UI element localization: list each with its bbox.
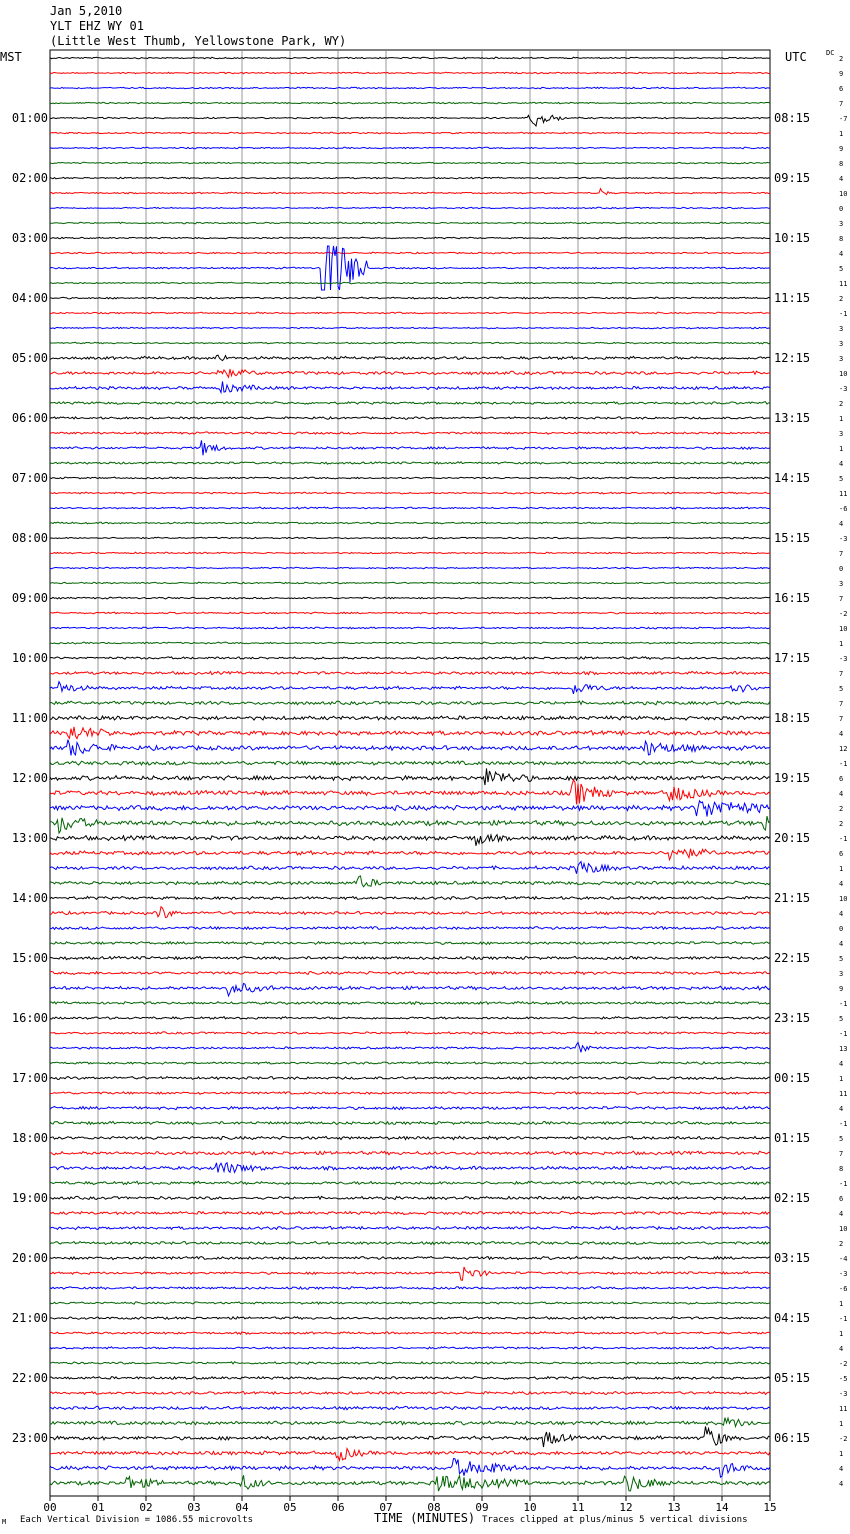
trace-row [50, 942, 770, 945]
trace-row [50, 282, 770, 284]
dc-offset-label: 3 [839, 970, 844, 978]
trace-row [50, 1062, 770, 1064]
trace-row [50, 849, 770, 860]
trace-row [50, 1181, 770, 1184]
trace-row [50, 417, 770, 419]
trace-row [50, 971, 770, 974]
right-hour-label: 20:15 [774, 831, 811, 845]
dc-offset-label: 11 [839, 1090, 848, 1098]
dc-offset-label: 1 [839, 415, 844, 423]
x-axis-title: TIME (MINUTES) [374, 1511, 476, 1525]
x-tick-label: 00 [43, 1501, 57, 1514]
trace-row [50, 1136, 770, 1139]
x-tick-label: 06 [331, 1501, 345, 1514]
dc-offset-label: 10 [839, 1225, 848, 1233]
dc-offset-label: -3 [839, 655, 848, 663]
right-hour-label: 05:15 [774, 1371, 811, 1385]
trace-row [50, 402, 770, 405]
dc-offset-label: 5 [839, 265, 844, 273]
dc-offset-label: 11 [839, 1405, 848, 1413]
dc-offset-label: 7 [839, 595, 844, 603]
left-hour-label: 20:00 [11, 1251, 48, 1265]
left-hour-label: 05:00 [11, 351, 48, 365]
trace-row [50, 381, 770, 392]
dc-offset-label: 10 [839, 370, 848, 378]
dc-offset-label: -1 [839, 835, 848, 843]
location-label: (Little West Thumb, Yellowstone Park, WY) [50, 34, 347, 48]
trace-row [50, 1002, 770, 1005]
dc-offset-label: 5 [839, 685, 844, 693]
trace-row [50, 780, 770, 805]
right-timezone-label: UTC [785, 50, 807, 64]
trace-row [50, 1242, 770, 1245]
dc-offset-label: 6 [839, 850, 844, 858]
right-hour-label: 02:15 [774, 1191, 811, 1205]
trace-row [50, 189, 770, 195]
dc-offset-label: 10 [839, 895, 848, 903]
x-tick-label: 12 [619, 1501, 633, 1514]
trace-row [50, 896, 770, 899]
trace-row [50, 1287, 770, 1290]
trace-row [50, 701, 770, 705]
right-hour-label: 17:15 [774, 651, 811, 665]
left-hour-label: 08:00 [11, 531, 48, 545]
dc-offset-label: 10 [839, 625, 848, 633]
trace-row [50, 162, 770, 164]
dc-offset-label: 13 [839, 1045, 848, 1053]
right-hour-label: 01:15 [774, 1131, 811, 1145]
right-hour-label: 16:15 [774, 591, 811, 605]
x-tick-label: 08 [427, 1501, 441, 1514]
dc-label: DC [826, 49, 835, 57]
trace-row [50, 327, 770, 329]
trace-row [50, 740, 770, 756]
trace-row [50, 1151, 770, 1155]
dc-offset-label: -2 [839, 610, 848, 618]
trace-row [50, 627, 770, 629]
left-hour-label: 04:00 [11, 291, 48, 305]
dc-offset-label: 7 [839, 670, 844, 678]
dc-offset-label: 4 [839, 880, 844, 888]
dc-offset-label: 4 [839, 175, 844, 183]
trace-row [50, 816, 770, 833]
dc-offset-label: -1 [839, 1315, 848, 1323]
dc-offset-label: 4 [839, 1345, 844, 1353]
dc-offset-label: 3 [839, 340, 844, 348]
dc-offset-label: 4 [839, 1210, 844, 1218]
dc-offset-label: 4 [839, 940, 844, 948]
left-hour-label: 17:00 [11, 1071, 48, 1085]
dc-offset-label: 1 [839, 445, 844, 453]
dc-offset-label: 2 [839, 820, 844, 828]
trace-row [50, 87, 770, 89]
x-tick-label: 10 [523, 1501, 537, 1514]
left-hour-label: 02:00 [11, 171, 48, 185]
dc-offset-label: 4 [839, 730, 844, 738]
trace-row [50, 355, 770, 361]
x-tick-label: 14 [715, 1501, 729, 1514]
trace-row [50, 1418, 770, 1427]
trace-row [50, 462, 770, 464]
trace-row [50, 132, 770, 134]
dc-offset-label: -4 [839, 1255, 848, 1263]
right-hour-label: 18:15 [774, 711, 811, 725]
x-tick-label: 05 [283, 1501, 297, 1514]
x-tick-label: 09 [475, 1501, 489, 1514]
trace-row [50, 312, 770, 314]
dc-offset-label: 3 [839, 580, 844, 588]
trace-row [50, 369, 770, 377]
trace-row [50, 567, 770, 569]
trace-row [50, 671, 770, 674]
left-hour-label: 18:00 [11, 1131, 48, 1145]
trace-row [50, 1302, 770, 1304]
trace-row [50, 1121, 770, 1124]
trace-row [50, 984, 770, 996]
trace-row [50, 297, 770, 299]
dc-offset-label: 1 [839, 1450, 844, 1458]
dc-offset-label: 7 [839, 715, 844, 723]
left-hour-label: 09:00 [11, 591, 48, 605]
right-hour-label: 04:15 [774, 1311, 811, 1325]
dc-offset-label: 1 [839, 1300, 844, 1308]
dc-offset-label: 1 [839, 1075, 844, 1083]
dc-offset-label: -5 [839, 1375, 848, 1383]
dc-offset-label: 0 [839, 565, 844, 573]
trace-row [50, 440, 770, 455]
dc-offset-label: 2 [839, 400, 844, 408]
dc-offset-label: 3 [839, 355, 844, 363]
left-hour-label: 22:00 [11, 1371, 48, 1385]
trace-row [50, 1017, 770, 1020]
left-hour-label: 13:00 [11, 831, 48, 845]
x-tick-label: 11 [571, 1501, 585, 1514]
trace-row [50, 1163, 770, 1173]
trace-row [50, 477, 770, 479]
dc-offset-label: 5 [839, 955, 844, 963]
scale-note: Each Vertical Division = 1086.55 microvolts [20, 1515, 253, 1525]
right-hour-label: 12:15 [774, 351, 811, 365]
dc-offset-label: 1 [839, 865, 844, 873]
trace-row [50, 537, 770, 539]
right-hour-label: 14:15 [774, 471, 811, 485]
dc-offset-label: 12 [839, 745, 848, 753]
dc-offset-label: 1 [839, 640, 844, 648]
trace-row [50, 147, 770, 149]
trace-row [50, 1347, 770, 1349]
dc-offset-label: 8 [839, 1165, 844, 1173]
x-tick-label: 13 [667, 1501, 681, 1514]
trace-row [50, 1042, 770, 1052]
left-hour-label: 10:00 [11, 651, 48, 665]
right-hour-label: 03:15 [774, 1251, 811, 1265]
dc-offset-label: 6 [839, 1195, 844, 1203]
left-hour-label: 06:00 [11, 411, 48, 425]
left-hour-label: 01:00 [11, 111, 48, 125]
trace-row [50, 552, 770, 554]
dc-offset-label: 4 [839, 1060, 844, 1068]
trace-row [50, 956, 770, 959]
dc-offset-label: 4 [839, 1465, 844, 1473]
dc-offset-label: -1 [839, 1030, 848, 1038]
dc-offset-label: 5 [839, 1135, 844, 1143]
dc-offset-label: 11 [839, 490, 848, 498]
dc-offset-label: -3 [839, 385, 848, 393]
trace-row [50, 1317, 770, 1320]
left-hour-label: 11:00 [11, 711, 48, 725]
dc-offset-label: 4 [839, 460, 844, 468]
left-hour-label: 03:00 [11, 231, 48, 245]
trace-row [50, 682, 770, 694]
right-hour-label: 15:15 [774, 531, 811, 545]
trace-row [50, 207, 770, 209]
dc-offset-label: 0 [839, 205, 844, 213]
trace-row [50, 907, 770, 918]
corner-mark: M [2, 1518, 7, 1526]
x-tick-label: 15 [763, 1501, 777, 1514]
right-hour-label: 21:15 [774, 891, 811, 905]
trace-row [50, 115, 770, 126]
dc-offset-label: 2 [839, 805, 844, 813]
dc-offset-label: -1 [839, 310, 848, 318]
trace-row [50, 727, 770, 739]
trace-row [50, 612, 770, 614]
trace-row [50, 1362, 770, 1364]
trace-row [50, 492, 770, 494]
trace-row [50, 657, 770, 660]
trace-row [50, 1106, 770, 1109]
dc-offset-label: 2 [839, 295, 844, 303]
dc-offset-label: 0 [839, 925, 844, 933]
trace-row [50, 927, 770, 930]
trace-row [50, 432, 770, 434]
trace-row [50, 252, 770, 254]
trace-row [50, 507, 770, 509]
trace-row [50, 1392, 770, 1395]
x-tick-label: 02 [139, 1501, 153, 1514]
trace-row [50, 597, 770, 599]
dc-offset-label: -3 [839, 1390, 848, 1398]
dc-offset-label: 8 [839, 235, 844, 243]
dc-offset-label: 7 [839, 700, 844, 708]
left-hour-label: 23:00 [11, 1431, 48, 1445]
trace-row [50, 768, 770, 785]
trace-row [50, 1077, 770, 1080]
trace-row [50, 57, 770, 59]
trace-row [50, 1475, 770, 1491]
left-hour-label: 19:00 [11, 1191, 48, 1205]
left-timezone-label: MST [0, 50, 22, 64]
trace-row [50, 1377, 770, 1380]
dc-offset-label: 5 [839, 475, 844, 483]
dc-offset-label: 4 [839, 1480, 844, 1488]
dc-offset-label: -1 [839, 760, 848, 768]
trace-row [50, 522, 770, 524]
dc-offset-label: 9 [839, 70, 844, 78]
dc-offset-label: 10 [839, 190, 848, 198]
trace-row [50, 716, 770, 720]
left-hour-label: 14:00 [11, 891, 48, 905]
trace-row [50, 102, 770, 104]
right-hour-label: 09:15 [774, 171, 811, 185]
right-hour-label: 08:15 [774, 111, 811, 125]
dc-offset-label: 4 [839, 1105, 844, 1113]
trace-row [50, 1332, 770, 1334]
left-hour-label: 12:00 [11, 771, 48, 785]
dc-offset-label: 1 [839, 1330, 844, 1338]
clip-note: Traces clipped at plus/minus 5 vertical divisions [482, 1515, 748, 1525]
dc-offset-label: 3 [839, 430, 844, 438]
dc-offset-label: 7 [839, 100, 844, 108]
dc-offset-label: 7 [839, 550, 844, 558]
dc-offset-label: 6 [839, 85, 844, 93]
right-hour-label: 06:15 [774, 1431, 811, 1445]
trace-row [50, 1257, 770, 1260]
right-hour-label: 19:15 [774, 771, 811, 785]
date-label: Jan 5,2010 [50, 4, 123, 18]
dc-offset-label: -3 [839, 1270, 848, 1278]
x-tick-label: 04 [235, 1501, 249, 1514]
trace-row [50, 1459, 770, 1478]
trace-row [50, 342, 770, 344]
trace-row [50, 876, 770, 887]
trace-row [50, 582, 770, 584]
dc-offset-label: -2 [839, 1435, 848, 1443]
x-tick-label: 03 [187, 1501, 201, 1514]
trace-row [50, 1449, 770, 1461]
dc-offset-label: 4 [839, 520, 844, 528]
left-hour-label: 15:00 [11, 951, 48, 965]
dc-offset-label: -1 [839, 1120, 848, 1128]
dc-offset-label: 4 [839, 250, 844, 258]
trace-row [50, 222, 770, 224]
left-hour-label: 21:00 [11, 1311, 48, 1325]
dc-offset-label: -2 [839, 1360, 848, 1368]
trace-row [50, 1032, 770, 1034]
dc-offset-label: -1 [839, 1180, 848, 1188]
dc-offset-label: 9 [839, 985, 844, 993]
x-tick-label: 07 [379, 1501, 393, 1514]
trace-row [50, 1196, 770, 1199]
trace-row [50, 1211, 770, 1214]
dc-offset-label: 3 [839, 325, 844, 333]
dc-offset-label: -3 [839, 535, 848, 543]
left-hour-label: 16:00 [11, 1011, 48, 1025]
right-hour-label: 13:15 [774, 411, 811, 425]
dc-offset-label: 3 [839, 220, 844, 228]
dc-offset-label: 8 [839, 160, 844, 168]
dc-offset-label: -1 [839, 1000, 848, 1008]
trace-row [50, 1267, 770, 1280]
dc-offset-label: 2 [839, 55, 844, 63]
trace-row [50, 177, 770, 179]
dc-offset-label: 2 [839, 1240, 844, 1248]
trace-row [50, 1226, 770, 1229]
station-label: YLT EHZ WY 01 [50, 19, 144, 33]
dc-offset-label: 5 [839, 1015, 844, 1023]
right-hour-label: 10:15 [774, 231, 811, 245]
dc-offset-label: 1 [839, 130, 844, 138]
trace-row [50, 237, 770, 239]
dc-offset-label: -6 [839, 505, 848, 513]
right-hour-label: 11:15 [774, 291, 811, 305]
dc-offset-label: 7 [839, 1150, 844, 1158]
trace-row [50, 1092, 770, 1095]
dc-offset-label: 4 [839, 790, 844, 798]
trace-row [50, 862, 770, 874]
dc-offset-label: 1 [839, 1420, 844, 1428]
trace-row [50, 72, 770, 74]
dc-offset-label: 9 [839, 145, 844, 153]
right-hour-label: 22:15 [774, 951, 811, 965]
dc-offset-label: 6 [839, 775, 844, 783]
right-hour-label: 23:15 [774, 1011, 811, 1025]
trace-row [50, 801, 770, 817]
x-tick-label: 01 [91, 1501, 105, 1514]
trace-row [50, 761, 770, 765]
trace-row [50, 1406, 770, 1409]
left-hour-label: 07:00 [11, 471, 48, 485]
dc-offset-label: 11 [839, 280, 848, 288]
right-hour-label: 00:15 [774, 1071, 811, 1085]
dc-offset-label: 4 [839, 910, 844, 918]
dc-offset-label: -6 [839, 1285, 848, 1293]
trace-row [50, 835, 770, 846]
trace-row [50, 642, 770, 644]
dc-offset-label: -7 [839, 115, 848, 123]
trace-row [50, 1426, 770, 1447]
